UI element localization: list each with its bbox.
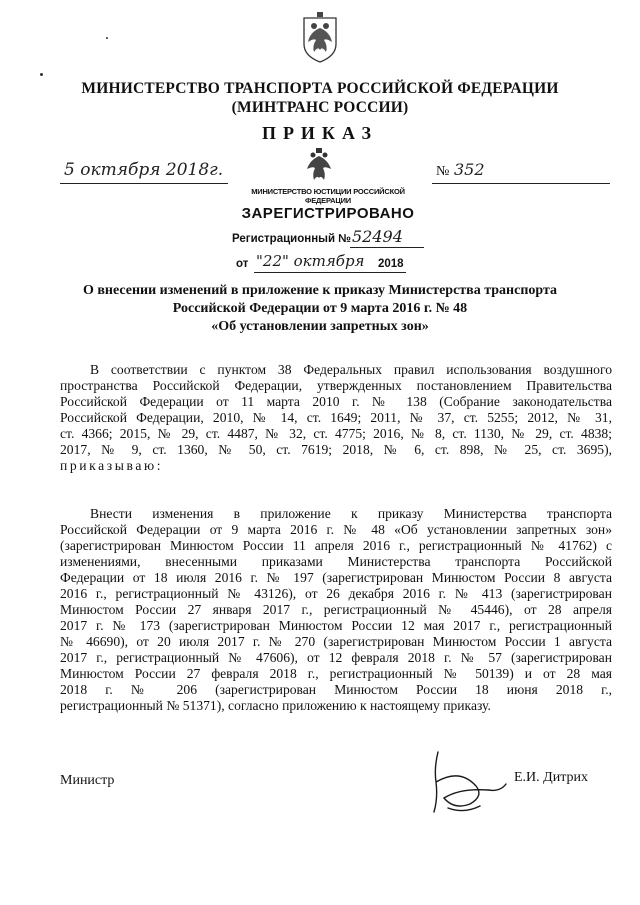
stamp-reg-number-label: Регистрационный № — [232, 233, 352, 245]
stamp-date-prefix: от — [236, 258, 249, 270]
stamp-date: "22" октября — [256, 252, 365, 270]
ministry-name: МИНИСТЕРСТВО ТРАНСПОРТА РОССИЙСКОЙ ФЕДЕРАЦИИ — [81, 80, 559, 97]
paragraph-line: Минюстом России 27 февраля 2018 г., регистрационный № 50139) и от 28 мая — [60, 666, 612, 681]
number-underline — [432, 183, 610, 184]
paragraph-line: Федерации от 18 июля 2016 г. № 197 (зарегистрирован Минюстом России 8 августа — [60, 570, 612, 585]
order-title-line: «Об установлении запретных зон» — [211, 319, 429, 334]
paragraph-line: Внести изменения в приложение к приказу Министерства транспорта — [90, 506, 612, 521]
coat-of-arms-icon — [300, 10, 340, 64]
order-date: 5 октября 2018г. — [64, 160, 224, 180]
ministry-abbreviation: (МИНТРАНС РОССИИ) — [231, 99, 409, 116]
paragraph-line: Минюстом России 27 января 2017 г., регистрационный № 45446), от 28 апреля — [60, 602, 612, 617]
paragraph-line: пространства Российской Федерации, утвержденных постановлением Правительства — [60, 378, 612, 393]
paragraph-line: Российской Федерации от 9 марта 2016 г. № 48 «Об установлении запретных зон» — [60, 522, 612, 537]
paragraph-line: В соответствии с пунктом 38 Федеральных правил использования воздушного — [90, 362, 612, 377]
paragraph-line: Российской Федерации от 11 марта 2010 г. № 138 (Собрание законодательства — [60, 394, 612, 409]
stamp-reg-number: 52494 — [352, 227, 403, 246]
registration-stamp — [228, 145, 428, 285]
stamp-date-underline — [254, 272, 406, 273]
document-type: ПРИКАЗ — [261, 123, 379, 143]
signatory-position: Министр — [60, 773, 115, 788]
scan-speck — [106, 37, 108, 39]
paragraph-line: регистрационный № 51371), согласно приложению к настоящему приказу. — [60, 698, 491, 713]
paragraph-line: № 46690), от 20 июля 2017 г. № 270 (зарегистрирован Минюстом России 1 августа — [60, 634, 612, 649]
paragraph-line: (зарегистрирован Минюстом России 11 апреля 2016 г., регистрационный № 41762) с — [60, 538, 612, 553]
order-number: 352 — [454, 160, 485, 179]
signatory-name: Е.И. Дитрих — [514, 770, 588, 785]
directive-word: приказываю: — [60, 458, 164, 473]
stamp-ministry: МИНИСТЕРСТВО ЮСТИЦИИ РОССИЙСКОЙ ФЕДЕРАЦИИ — [251, 187, 405, 205]
signature-icon — [420, 748, 510, 818]
paragraph-line: ст. 4366; 2015, № 29, ст. 4487, № 32, ст. 4775; 2016, № 8, ст. 1130, № 29, ст. 4838; — [60, 426, 612, 441]
stamp-number-underline — [350, 247, 424, 248]
stamp-year: 2018 — [378, 258, 404, 270]
paragraph-line: 2017 г. № 173 (зарегистрирован Минюстом России 12 мая 2017 г., регистрационный — [60, 618, 612, 633]
paragraph-line: 2018 г. № 206 (зарегистрирован Минюстом России 18 июня 2018 г., — [60, 682, 612, 697]
paragraph-line: Российской Федерации, 2010, № 14, ст. 1649; 2011, № 37, ст. 5255; 2012, № 31, — [60, 410, 612, 425]
order-title-line: Российской Федерации от 9 марта 2016 г. № 48 — [172, 301, 468, 316]
paragraph-line: 2017 г., регистрационный № 47606), от 12 февраля 2018 г. № 57 (зарегистрирован — [60, 650, 612, 665]
stamp-emblem-icon — [304, 147, 334, 185]
scan-speck — [40, 73, 43, 76]
stamp-registered: ЗАРЕГИСТРИРОВАНО — [241, 205, 415, 222]
paragraph-line: изменениями, внесенными приказами Министерства транспорта Российской — [60, 554, 612, 569]
order-title-line: О внесении изменений в приложение к приказу Министерства транспорта — [82, 283, 558, 298]
paragraph-line: 2016 г., регистрационный № 43126), от 26 декабря 2016 г. № 413 (зарегистрирован — [60, 586, 612, 601]
number-label: № — [436, 164, 450, 179]
paragraph-line: 2017, № 9, ст. 1360, № 50, ст. 7619; 2018, № 6, ст. 898, № 25, ст. 3695), — [60, 442, 612, 457]
date-underline — [60, 183, 228, 184]
